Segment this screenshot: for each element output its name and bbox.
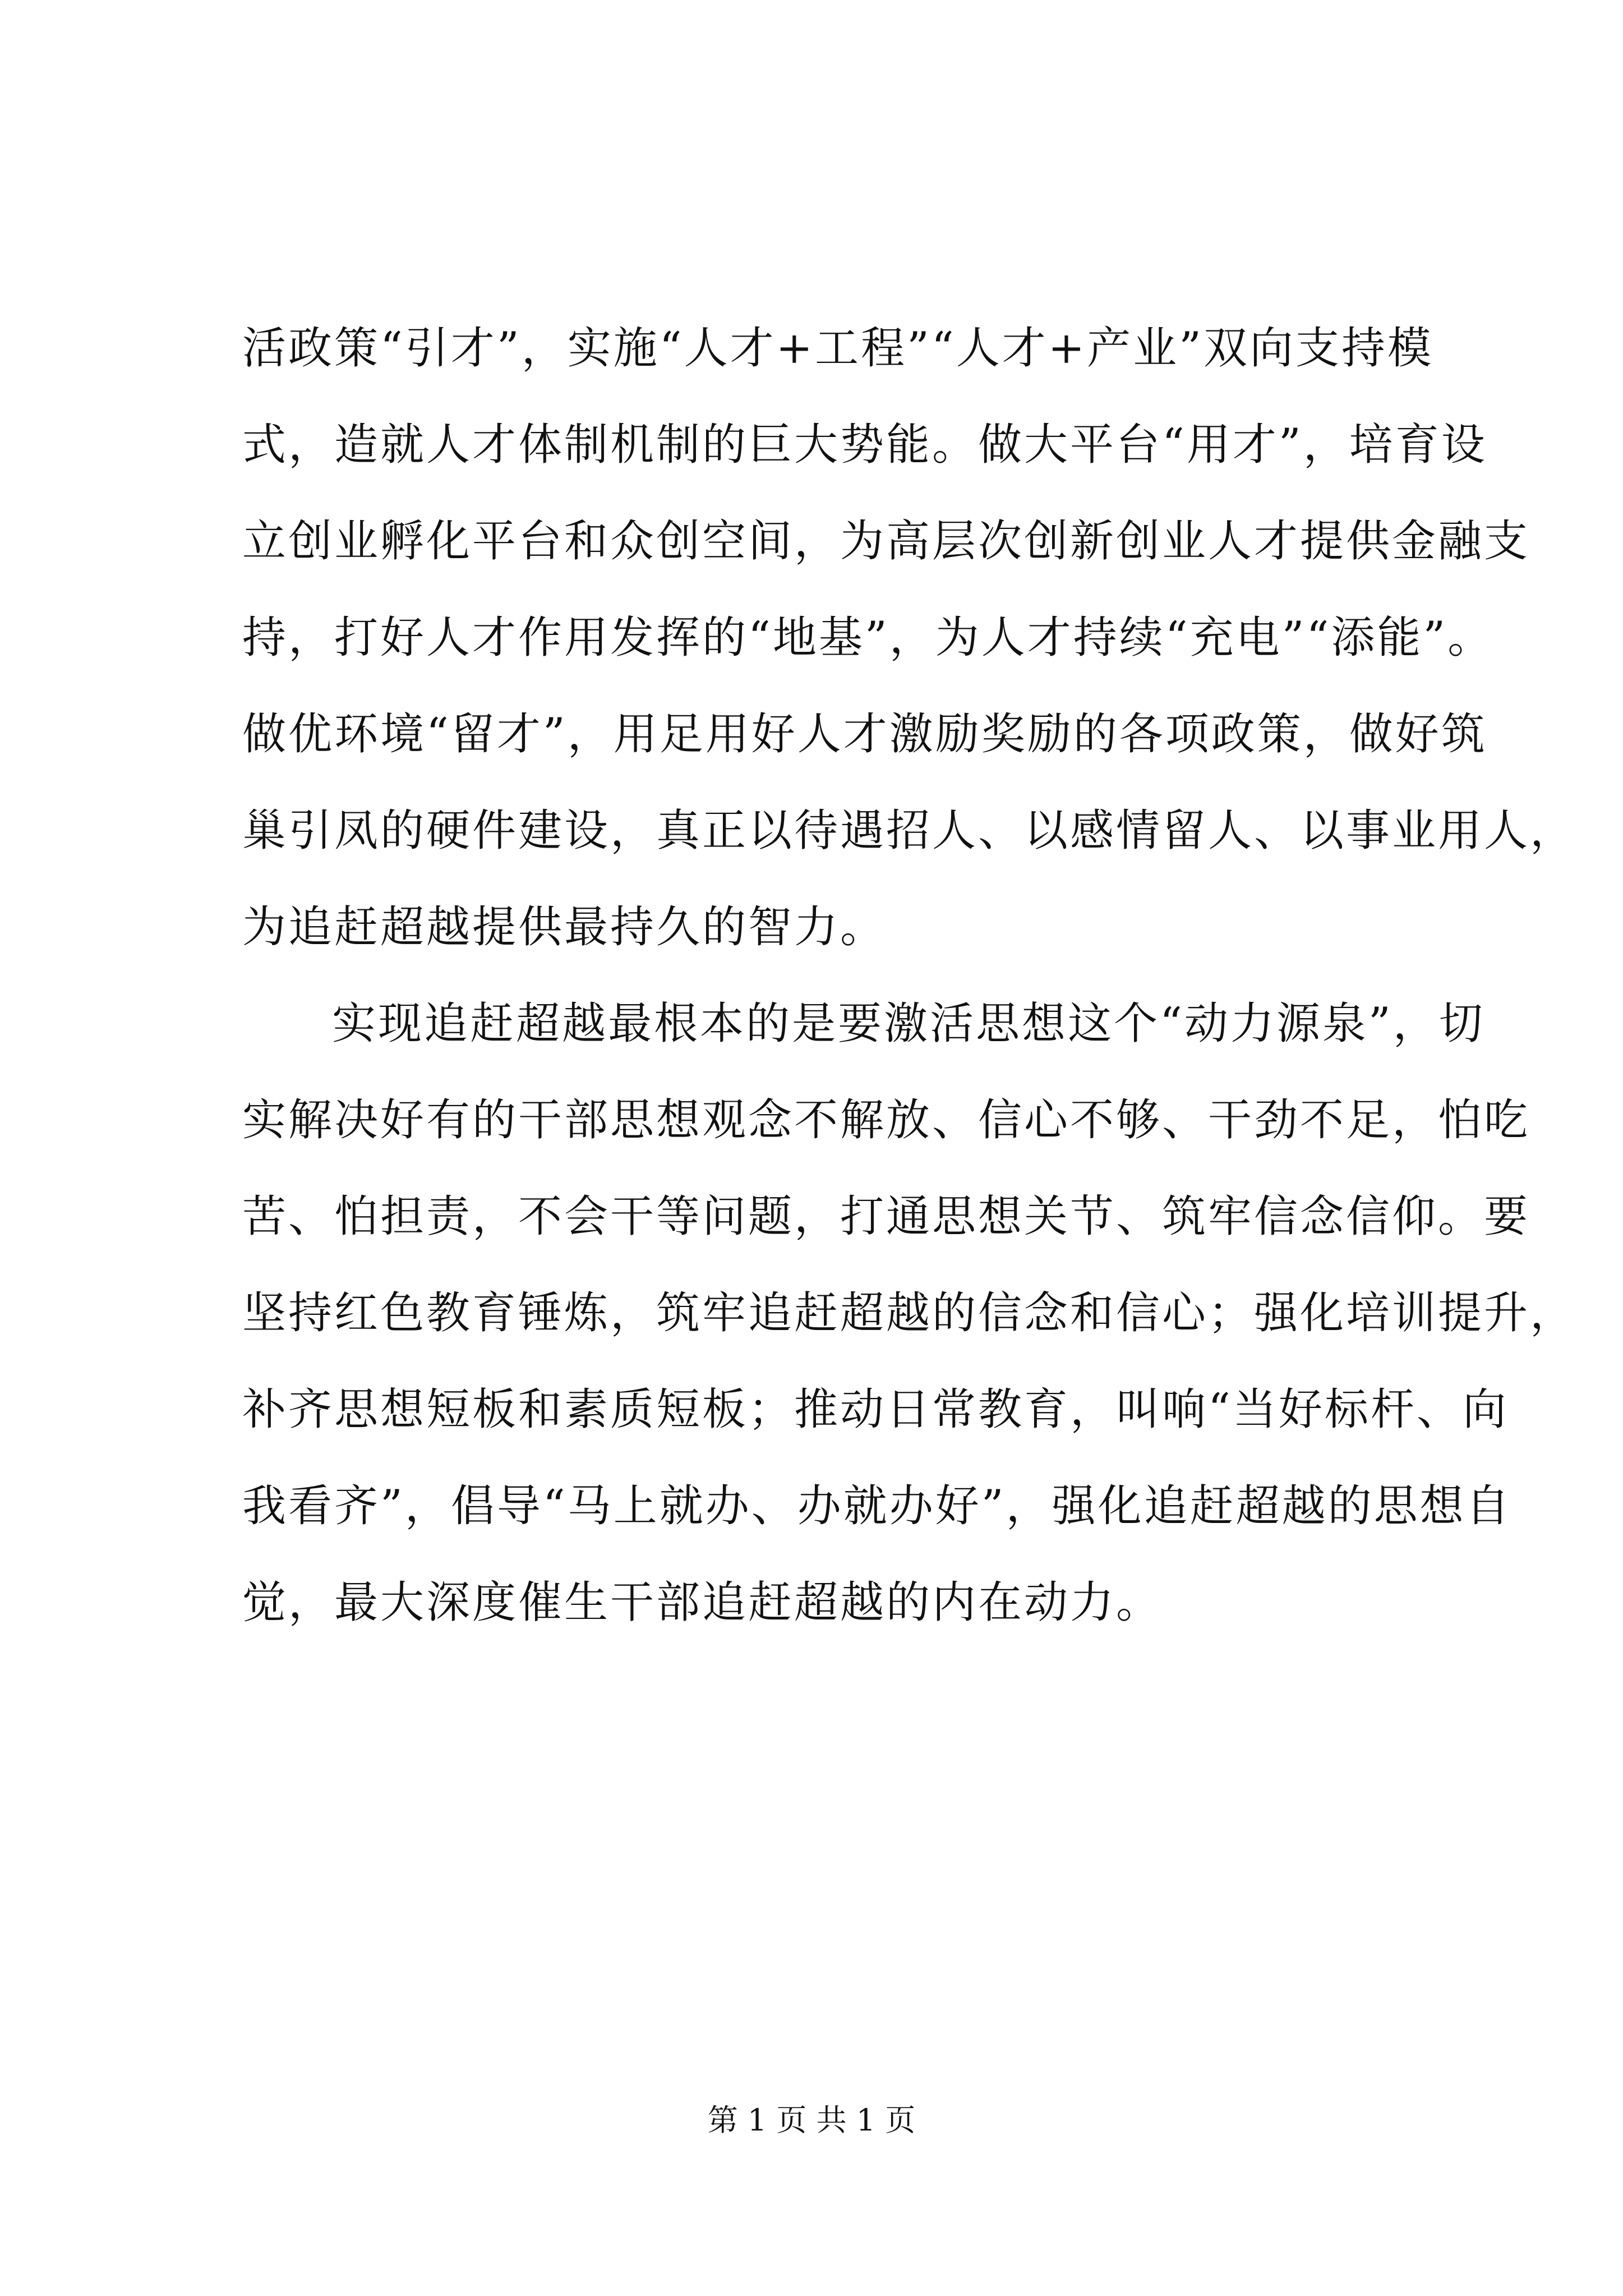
text-line: 我看齐”，倡导“马上就办、办就办好”，强化追赶超越的思想自 <box>242 1481 1512 1531</box>
text-line: 觉，最大深度催生干部追赶超越的内在动力。 <box>242 1577 1163 1628</box>
text-line: 坚持红色教育锤炼，筑牢追赶超越的信念和信心；强化培训提升， <box>242 1288 1576 1338</box>
text-line: 立创业孵化平台和众创空间，为高层次创新创业人才提供金融支 <box>242 516 1530 567</box>
text-line: 实解决好有的干部思想观念不解放、信心不够、干劲不足，怕吃 <box>242 1095 1530 1145</box>
text-line: 持，打好人才作用发挥的“地基”，为人才持续“充电”“添能”。 <box>242 613 1494 663</box>
text-line: 苦、怕担责，不会干等问题，打通思想关节、筑牢信念信仰。要 <box>242 1191 1530 1242</box>
page-number-footer: 第 1 页 共 1 页 <box>707 2102 916 2138</box>
text-line: 巢引凤的硬件建设，真正以待遇招人、以感情留人、以事业用人， <box>242 806 1576 856</box>
text-line: 补齐思想短板和素质短板；推动日常教育，叫响“当好标杆、向 <box>242 1384 1509 1435</box>
paragraph-first-line: 实现追赶超越最根本的是要激活思想这个“动力源泉”，切 <box>332 999 1485 1049</box>
body-text <box>242 300 1576 1651</box>
text-line: 为追赶超越提供最持久的智力。 <box>242 902 887 953</box>
text-line: 活政策“引才”，实施“人才+工程”“人才+产业”双向支持模 <box>242 323 1433 374</box>
text-line: 式，造就人才体制机制的巨大势能。做大平台“用才”，培育设 <box>242 420 1487 470</box>
text-line: 做优环境“留才”，用足用好人才激励奖励的各项政策，做好筑 <box>242 709 1487 760</box>
